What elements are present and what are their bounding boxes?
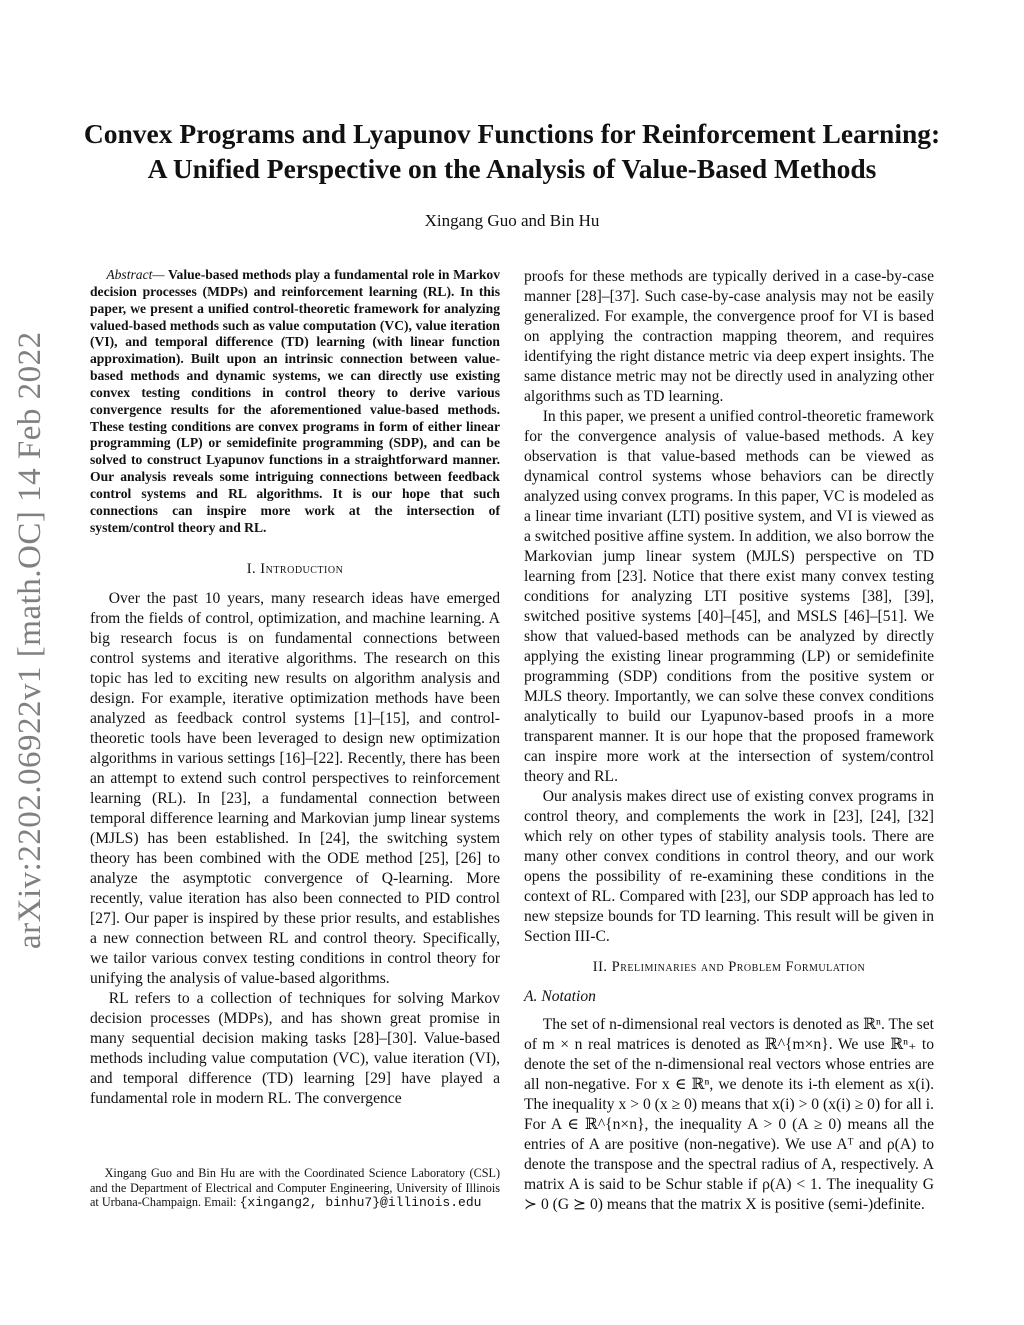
abstract-body: Value-based methods play a fundamental role in Markov decision processes (MDPs) and reinforcement learning (RL). In this paper, we present a unified control-theoretic framework for analyzing valued-based methods such as value computation (VC), value iteration (VI), and temporal difference (TD) learning (with linear function approximation). Built upon an intrinsic connection between value-based methods and dynamic systems, we can directly use existing convex testing conditions in control theory to derive various convergence results for the aforementioned value-based methods. These testing conditions are convex programs in form of either linear programming (LP) or semidefinite programming (SDP), and can be solved to construct Lyapunov functions in a straightforward manner. Our analysis reveals some intriguing connections between feedback control systems and RL algorithms. It is our hope that such connections can inspire more work at the intersection of system/control theory and RL. bbox=[90, 267, 500, 535]
footnote-text: Xingang Guo and Bin Hu are with the Coordinated Science Laboratory (CSL) and the Department of Electrical and Computer Engineering, University of Illinois at Urbana-Champaign. Email: bbox=[90, 1166, 500, 1209]
intro-paragraph-1: Over the past 10 years, many research ideas have emerged from the fields of control, optimization, and machine learning. A big research focus is on fundamental connections between control systems and iterative algorithms. The research on this topic has led to exciting new results on algorithm analysis and design. For example, iterative optimization methods have been analyzed as feedback control systems [1]–[15], and control-theoretic tools have been leveraged to design new optimization algorithms in various settings [16]–[22]. Recently, there has been an attempt to extend such control perspectives to reinforcement learning (RL). In [23], a fundamental connection between temporal difference learning and Markovian jump linear systems (MJLS) has been established. In [24], the switching system theory has been combined with the ODE method [25], [26] to analyze the asymptotic convergence of Q-learning. More recently, value iteration has also been connected to PID control [27]. Our paper is inspired by these prior results, and establishes a new connection between RL and control theory. Specifically, we tailor various convex testing conditions in control theory for unifying the analysis of value-based algorithms. bbox=[90, 589, 500, 987]
arxiv-side-stamp: arXiv:2202.06922v1 [math.OC] 14 Feb 2022 bbox=[12, 331, 48, 949]
abstract-lead: Abstract— bbox=[106, 267, 165, 282]
paper-title bbox=[60, 116, 964, 186]
right-column bbox=[524, 267, 934, 1215]
authors: Xingang Guo and Bin Hu bbox=[424, 211, 600, 230]
right-paragraph-1: proofs for these methods are typically derived in a case-by-case manner [28]–[37]. Such case-by-case analysis may not be easily generalized. For example, the convergence proof for VI is based on applying the contraction mapping theorem, and requires identifying the right distance metric via deep expert insights. The same distance metric may not be directly used in analyzing other algorithms such as TD learning. bbox=[524, 268, 934, 405]
abstract bbox=[90, 267, 500, 537]
notation-paragraph: The set of n-dimensional real vectors is denoted as ℝⁿ. The set of m × n real matrices is denoted as ℝ^{m×n}. We use ℝⁿ₊ to denote the set of the n-dimensional real vectors whose entries are all non-negative. For x ∈ ℝⁿ, we denote its i-th element as x(i). The inequality x > 0 (x ≥ 0) means that x(i) > 0 (x(i) ≥ 0) for all i. For A ∈ ℝ^{n×n}, the inequality A > 0 (A ≥ 0) means all the entries of A are positive (non-negative). We use Aᵀ and ρ(A) to denote the transpose and the spectral radius of A, respectively. A matrix A is said to be Schur stable if ρ(A) < 1. The inequality G ≻ 0 (G ⪰ 0) means that the matrix X is positive (semi-)definite. bbox=[524, 1016, 934, 1213]
footnote bbox=[90, 1166, 500, 1211]
title-line-2: A Unified Perspective on the Analysis of Value-Based Methods bbox=[147, 153, 877, 184]
intro-paragraph-2: RL refers to a collection of techniques for solving Markov decision processes (MDPs), and has shown great promise in many sequential decision making tasks [28]–[30]. Value-based methods including value computation (VC), value iteration (VI), and temporal difference (TD) learning [29] have played a fundamental role in modern RL. The convergence bbox=[90, 989, 500, 1107]
left-column bbox=[90, 267, 500, 1109]
section-heading-introduction: I. Introduction bbox=[246, 560, 344, 577]
right-paragraph-3: Our analysis makes direct use of existing convex programs in control theory, and complements the work in [23], [24], [32] which rely on other types of stability analysis tools. There are many other convex conditions in control theory, and our work opens the possibility of re-examining these conditions in the context of RL. Compared with [23], our SDP approach has led to new stepsize bounds for TD learning. This result will be given in Section III-C. bbox=[524, 788, 934, 945]
subsection-heading-notation: A. Notation bbox=[524, 988, 596, 1005]
footnote-email: {xingang2, binhu7}@illinois.edu bbox=[239, 1195, 482, 1210]
right-paragraph-2: In this paper, we present a unified control-theoretic framework for the convergence analysis of value-based methods. A key observation is that value-based methods can be viewed as dynamical control systems whose behaviors can be directly analyzed using convex programs. In this paper, VC is modeled as a linear time invariant (LTI) positive system, and VI is viewed as a switched positive affine system. In addition, we also borrow the Markovian jump linear system (MJLS) perspective on TD learning from [23]. Notice that there exist many convex testing conditions for analyzing LTI positive systems [38], [39], switched positive systems [40]–[45], and MSLS [46]–[51]. We show that valued-based methods can be analyzed by directly applying the existing linear programming (LP) or semidefinite programming (SDP) conditions from the positive system or MJLS theory. Importantly, we can solve these convex conditions analytically to build our Lyapunov-based proofs in a more transparent manner. It is our hope that the proposed framework can inspire more work at the intersection of system/control theory and RL. bbox=[524, 408, 934, 785]
title-line-1: Convex Programs and Lyapunov Functions for Reinforcement Learning: bbox=[83, 118, 941, 149]
section-heading-preliminaries: II. Preliminaries and Problem Formulation bbox=[592, 959, 866, 975]
